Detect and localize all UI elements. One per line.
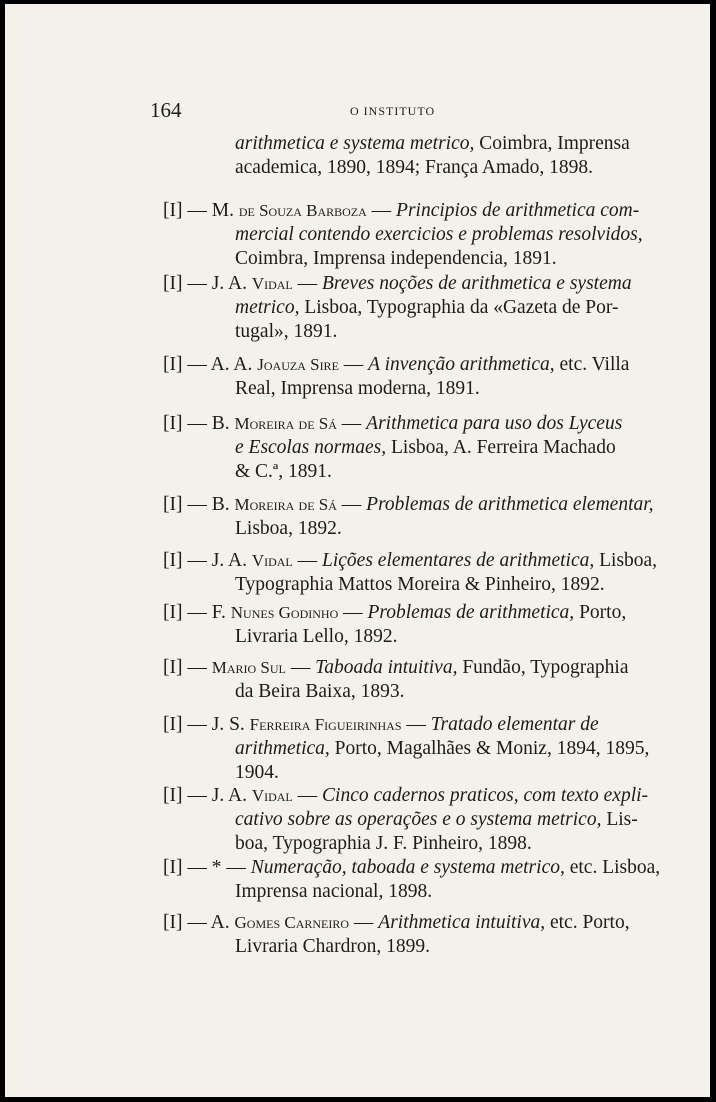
bibliography-entry: [I] — M. de Souza Barboza — Principios de arithmetica com- mercial contendo exercicios e problemas resolvidos, Coimbra, Imprensa independencia, 1891. bbox=[163, 200, 643, 269]
book-page bbox=[5, 4, 710, 1097]
entry-author: Vidal bbox=[251, 274, 293, 293]
continuation-entry: arithmetica e systema metrico, Coimbra, Imprensa academica, 1890, 1894; França Amado, 1898. bbox=[235, 133, 630, 178]
entry-title: Arithmetica para uso dos Lyceus bbox=[366, 413, 623, 434]
entry-title: Problemas de arithmetica elementar, bbox=[366, 494, 654, 515]
entry-title: Lições elementares de arithmetica, bbox=[322, 550, 595, 571]
entry-title: Numeração, taboada e systema metrico, bbox=[250, 857, 565, 878]
bibliography-entry: [I] — J. S. Ferreira Figueirinhas — Tratado elementar de arithmetica, Porto, Magalhães & Moniz, 1894, 1895, 1904. bbox=[163, 714, 650, 783]
bibliography-entry: [I] — A. A. Joauza Sire — A invenção arithmetica, etc. Villa Real, Imprensa moderna, 1891. bbox=[163, 354, 630, 399]
bibliography-entry: [I] — A. Gomes Carneiro — Arithmetica intuitiva, etc. Porto, Livraria Chardron, 1899. bbox=[163, 912, 630, 957]
running-title: O INSTITUTO bbox=[350, 104, 436, 118]
bibliography-entry: [I] — B. Moreira de Sá — Problemas de arithmetica elementar, Lisboa, 1892. bbox=[163, 494, 654, 539]
entry-author: Joauza Sire bbox=[257, 355, 339, 374]
entry-author: Vidal bbox=[251, 786, 293, 805]
bibliography-entry: [I] — * — Numeração, taboada e systema metrico, etc. Lisboa, Imprensa nacional, 1898. bbox=[163, 857, 661, 902]
entry-title: Taboada intuitiva, bbox=[315, 657, 458, 678]
entry-title: Principios de arithmetica com- bbox=[396, 200, 640, 221]
entry-author: Ferreira Figueirinhas bbox=[249, 715, 402, 734]
page-number: 164 bbox=[150, 98, 182, 122]
entry-title: Arithmetica intuitiva, bbox=[378, 912, 546, 933]
entry-title: Tratado elementar de bbox=[430, 714, 599, 735]
entry-author: de Souza Barboza bbox=[238, 201, 367, 220]
page-header bbox=[150, 98, 640, 128]
bibliography-entry: [I] — J. A. Vidal — Lições elementares de arithmetica, Lisboa, Typographia Mattos Moreira & Pinheiro, 1892. bbox=[163, 550, 658, 595]
entry-author: Nunes Godinho bbox=[230, 603, 339, 622]
bibliography-entry: [I] — J. A. Vidal — Breves noções de arithmetica e systema metrico, Lisboa, Typographia da «Gazeta de Por- tugal», 1891. bbox=[163, 273, 632, 342]
entry-author: Gomes Carneiro bbox=[234, 913, 350, 932]
bibliography-entry: [I] — F. Nunes Godinho — Problemas de arithmetica, Porto, Livraria Lello, 1892. bbox=[163, 602, 627, 647]
entry-title: Breves noções de arithmetica e systema bbox=[322, 273, 632, 294]
bibliography-entry: [I] — J. A. Vidal — Cinco cadernos praticos, com texto expli- cativo sobre as operações e o systema metrico, Lis- boa, Typographia J. F. Pinheiro, 1898. bbox=[163, 785, 649, 854]
entry-author: * bbox=[211, 857, 222, 878]
entry-title: A invenção arithmetica, bbox=[368, 354, 555, 375]
entry-author: Moreira de Sá bbox=[234, 414, 337, 433]
entry-title: Problemas de arithmetica, bbox=[367, 602, 575, 623]
entry-author: Moreira de Sá bbox=[234, 495, 337, 514]
entry-author: Vidal bbox=[251, 551, 293, 570]
bibliography-entry: [I] — Mario Sul — Taboada intuitiva, Fundão, Typographia da Beira Baixa, 1893. bbox=[163, 657, 629, 702]
entry-author: Mario Sul bbox=[211, 658, 286, 677]
entry-title: Cinco cadernos praticos, com texto expli- bbox=[322, 785, 649, 806]
bibliography-entry: [I] — B. Moreira de Sá — Arithmetica para uso dos Lyceus e Escolas normaes, Lisboa, A. Ferreira Machado & C.ª, 1891. bbox=[163, 413, 623, 482]
